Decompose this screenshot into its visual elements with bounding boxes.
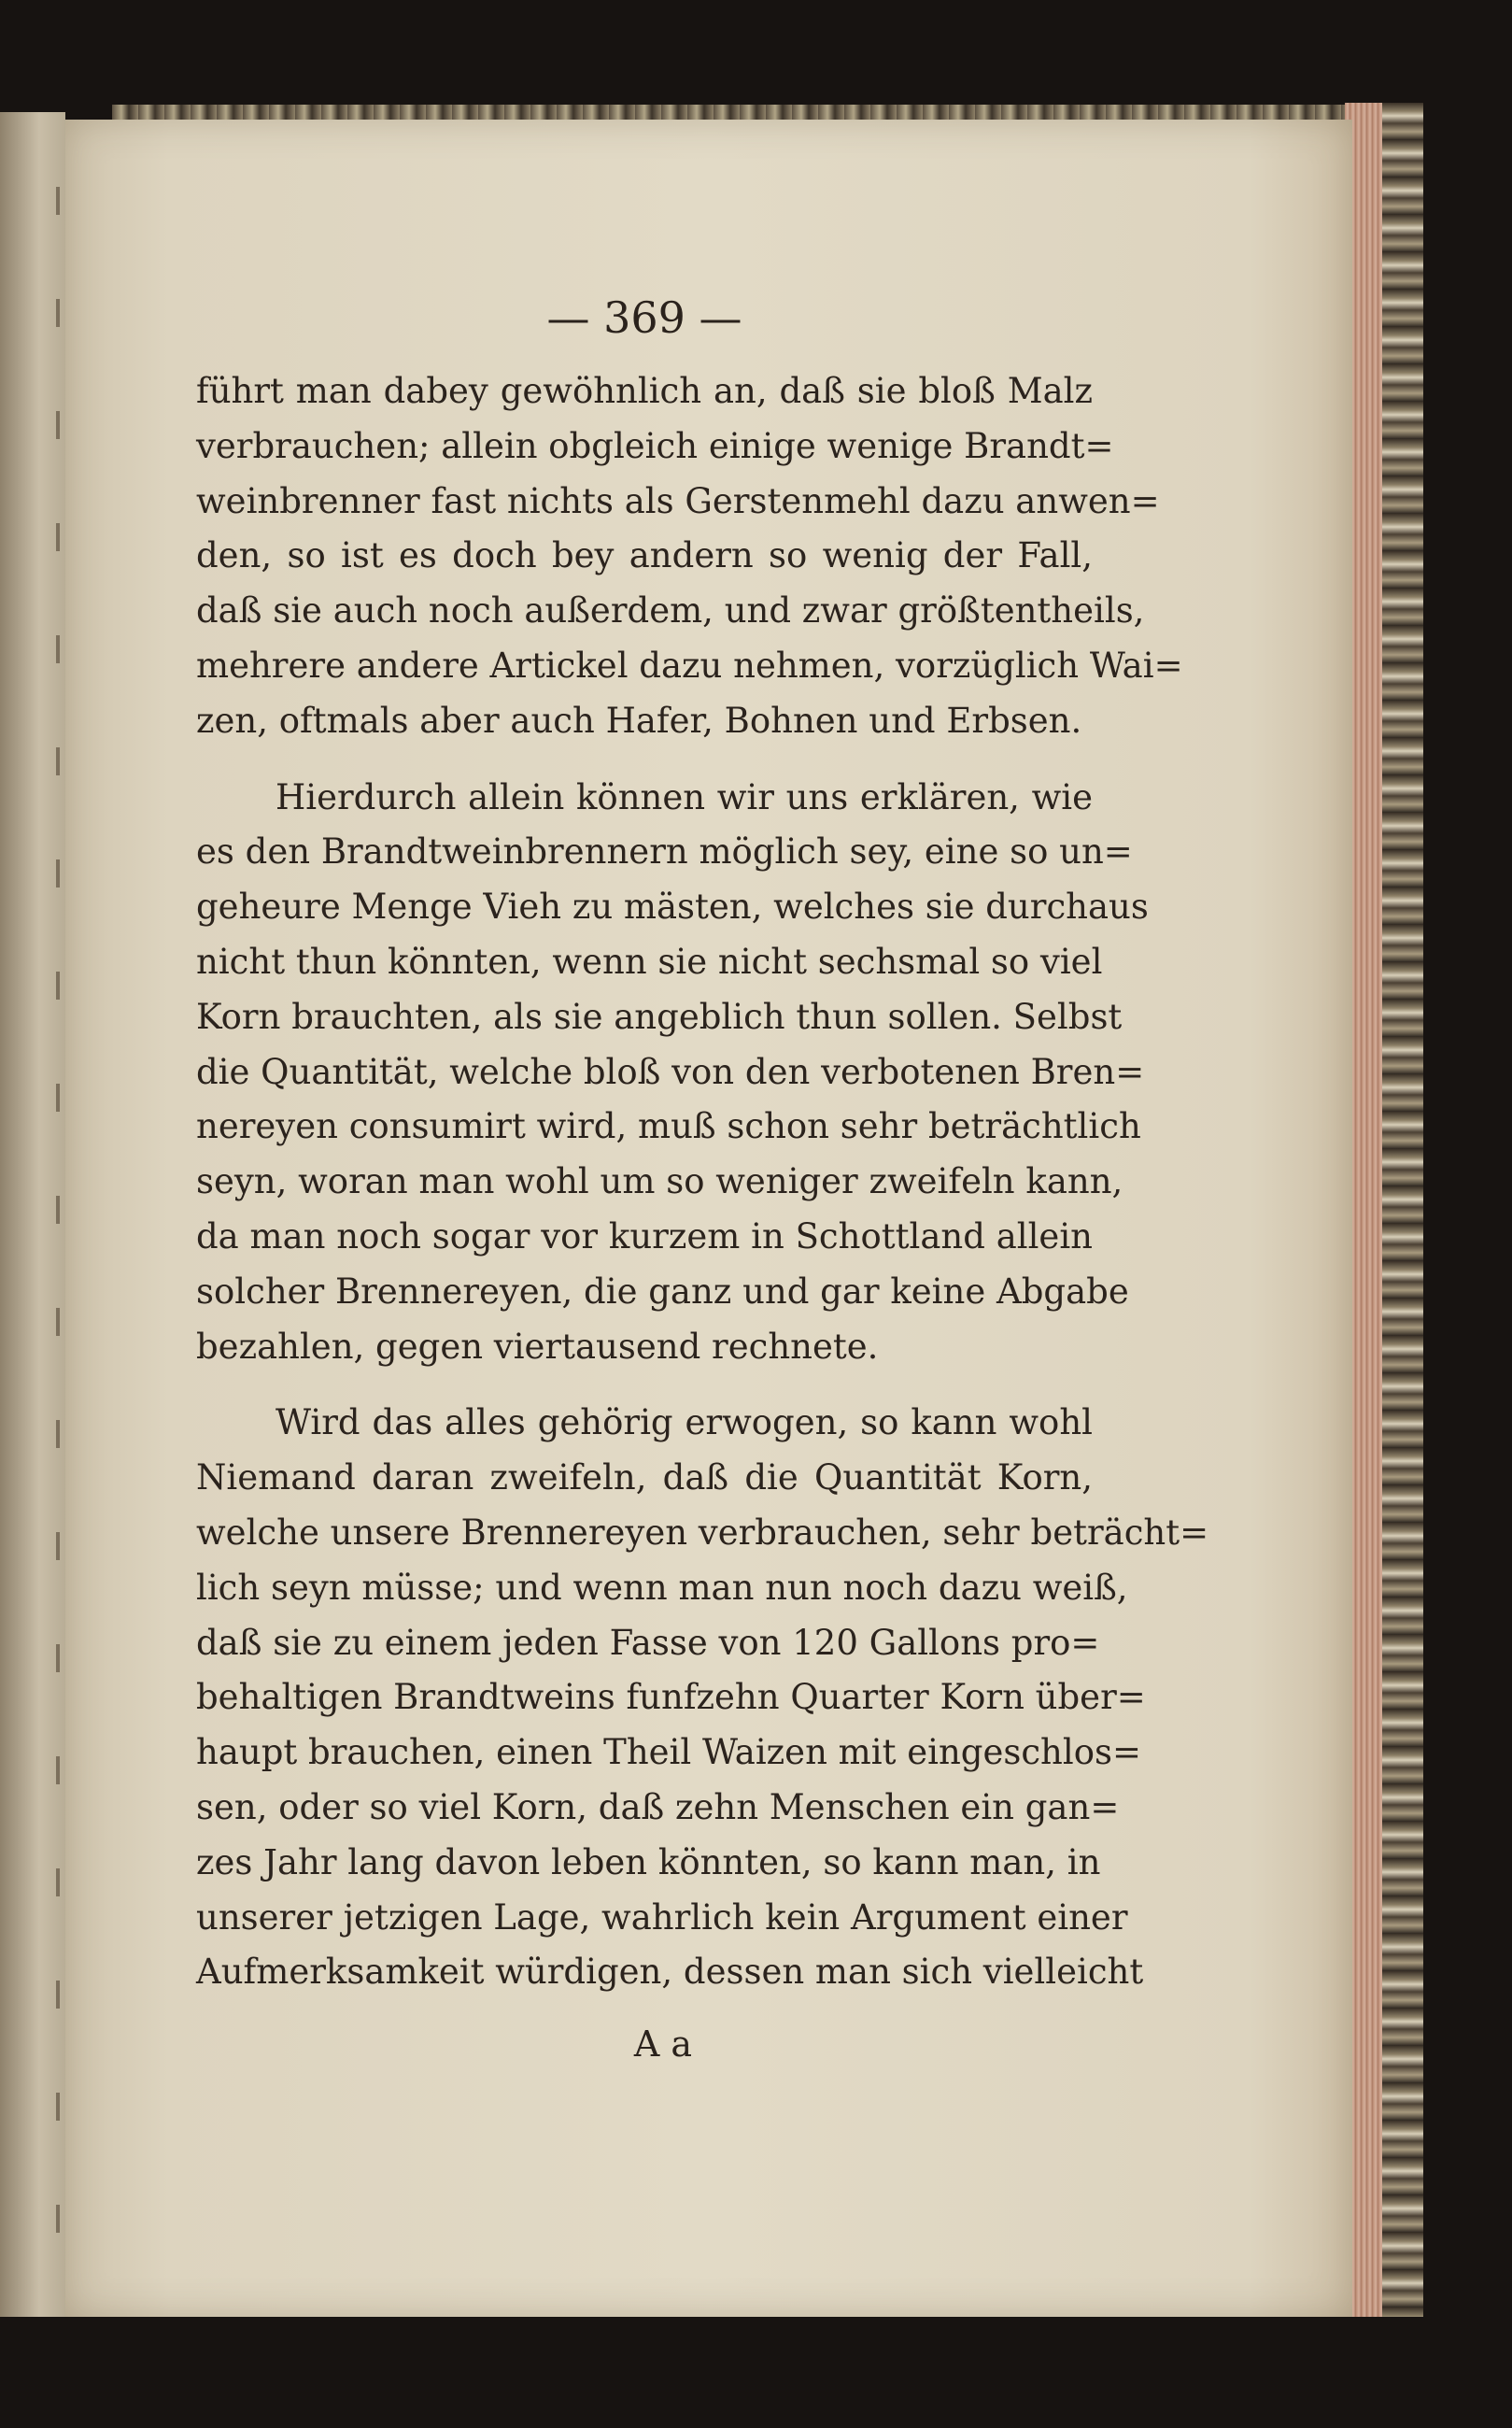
text-line: seyn, woran man wohl um so weniger zweifeln kann, [196, 1161, 1123, 1202]
paragraph [196, 1396, 1209, 2000]
text-line: welche unsere Brennereyen verbrauchen, sehr beträcht= [196, 1512, 1209, 1553]
text-line: mehrere andere Artickel dazu nehmen, vorzüglich Wai= [196, 645, 1183, 686]
text-line: geheure Menge Vieh zu mästen, welches sie durchaus [196, 887, 1149, 928]
text-line: zes Jahr lang davon leben könnten, so kann man, in [196, 1841, 1101, 1882]
signature-mark: A a [633, 2023, 693, 2065]
text-line: sen, oder so viel Korn, daß zehn Menschen ein gan= [196, 1786, 1120, 1827]
text-line: unserer jetzigen Lage, wahrlich kein Argument einer [196, 1896, 1128, 1938]
text-line: Aufmerksamkeit würdigen, dessen man sich vielleicht [196, 1952, 1144, 1993]
page-body-text [196, 364, 1209, 2000]
marbled-cover-edge [1382, 103, 1423, 2317]
text-line: bezahlen, gegen viertausend rechnete. [196, 1326, 879, 1367]
text-line: nereyen consumirt wird, muß schon sehr beträchtlich [196, 1106, 1141, 1147]
text-line: lich seyn müsse; und wenn man nun noch dazu weiß, [196, 1567, 1128, 1608]
spine-binding [56, 187, 60, 2242]
text-line: daß sie zu einem jeden Fasse von 120 Gallons pro= [196, 1622, 1100, 1663]
text-line: behaltigen Brandtweins funfzehn Quarter Korn über= [196, 1677, 1146, 1718]
text-line: den, so ist es doch bey andern so wenig der Fall, [196, 535, 1093, 576]
text-line: daß sie auch noch außerdem, und zwar größtentheils, [196, 590, 1145, 632]
text-line: es den Brandtweinbrennern möglich sey, eine so un= [196, 831, 1133, 873]
text-line: Wird das alles gehörig erwogen, so kann wohl [276, 1402, 1093, 1443]
text-line: nicht thun könnten, wenn sie nicht sechsmal so viel [196, 941, 1103, 982]
text-line: zen, oftmals aber auch Hafer, Bohnen und Erbsen. [196, 700, 1082, 741]
paragraph-gap [196, 749, 1093, 771]
text-line: haupt brauchen, einen Theil Waizen mit eingeschlos= [196, 1732, 1141, 1773]
paragraph [196, 771, 1149, 1375]
text-line: Korn brauchten, als sie angeblich thun sollen. Selbst [196, 996, 1123, 1037]
text-line: Niemand daran zweifeln, daß die Quantität Korn, [196, 1457, 1093, 1498]
text-line: verbrauchen; allein obgleich einige wenige Brandt= [196, 425, 1114, 466]
text-line: da man noch sogar vor kurzem in Schottland allein [196, 1215, 1093, 1257]
paragraph-gap [196, 1374, 1093, 1396]
text-line: die Quantität, welche bloß von den verbotenen Bren= [196, 1051, 1145, 1092]
text-line: Hierdurch allein können wir uns erklären, wie [276, 776, 1093, 817]
paragraph [196, 364, 1183, 749]
text-line: weinbrenner fast nichts als Gerstenmehl dazu anwen= [196, 480, 1160, 521]
page-header: — 369 — [546, 292, 742, 343]
text-line: führt man dabey gewöhnlich an, daß sie bloß Malz [196, 371, 1093, 411]
text-line: solcher Brennereyen, die ganz und gar keine Abgabe [196, 1271, 1129, 1312]
